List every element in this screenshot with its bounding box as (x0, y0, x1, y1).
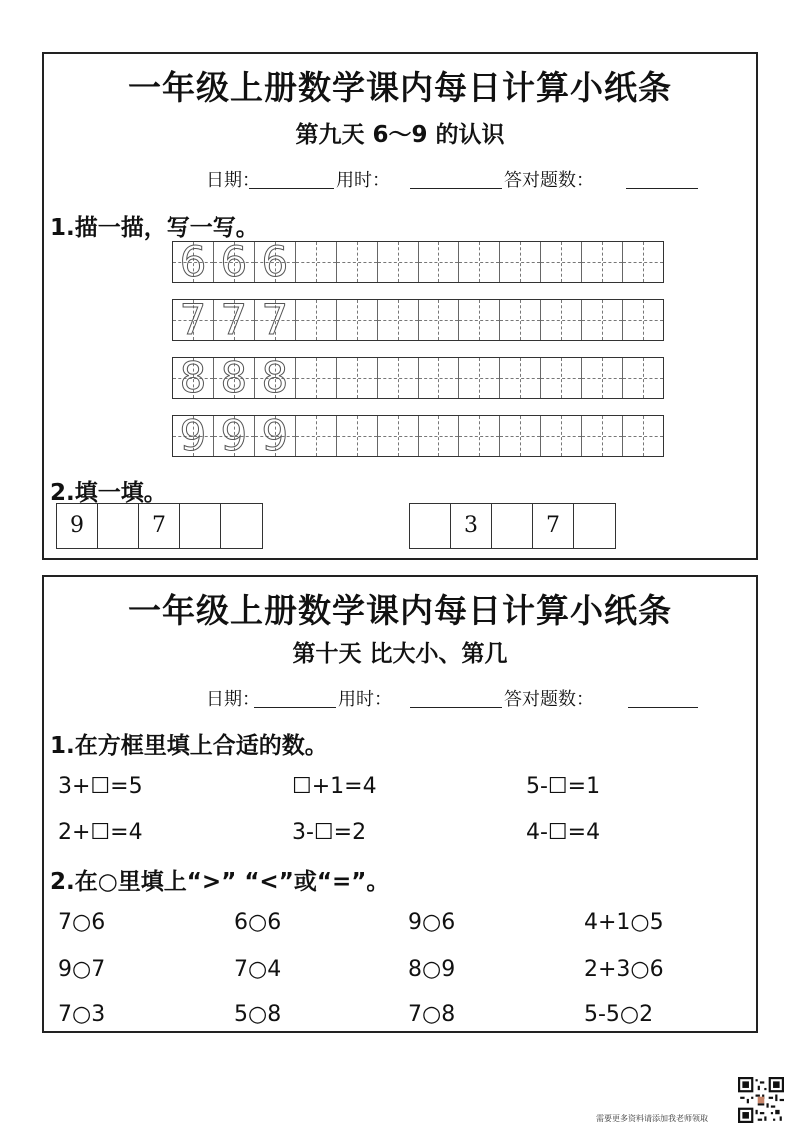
writing-cell[interactable] (378, 242, 419, 282)
compare-expression[interactable]: 2+3○6 (584, 957, 664, 982)
trace-digit: 8 (261, 353, 289, 402)
date-blank[interactable] (249, 188, 334, 189)
guide-line (419, 320, 459, 321)
writing-cell[interactable] (582, 416, 623, 456)
guide-line (378, 378, 418, 379)
guide-line (459, 320, 499, 321)
writing-cell[interactable] (255, 353, 296, 402)
sequence-box[interactable] (574, 504, 615, 548)
writing-cell[interactable] (296, 300, 337, 340)
writing-cell[interactable] (296, 358, 337, 398)
date-label: 日期： (206, 170, 260, 191)
writing-cell[interactable] (337, 300, 378, 340)
trace-digit: 7 (261, 295, 289, 344)
guide-line (582, 436, 622, 437)
correct-count-label: 答对题数： (504, 689, 594, 710)
writing-cell[interactable] (378, 300, 419, 340)
guide-line (582, 320, 622, 321)
writing-cell[interactable] (419, 242, 460, 282)
guide-line (337, 436, 377, 437)
daily-slip-day10 (42, 575, 758, 1033)
sequence-box[interactable]: 3 (451, 504, 492, 548)
guide-line (419, 436, 459, 437)
guide-line (337, 378, 377, 379)
writing-cell[interactable] (296, 242, 337, 282)
time-blank[interactable] (410, 707, 502, 708)
trace-digit: 8 (179, 353, 207, 402)
writing-cell[interactable] (582, 300, 623, 340)
fill-expression[interactable]: 3+☐=5 (58, 774, 143, 799)
writing-cell[interactable] (541, 242, 582, 282)
trace-digit: 9 (179, 411, 207, 460)
guide-line (541, 378, 581, 379)
guide-line (500, 436, 540, 437)
trace-digit: 6 (220, 237, 248, 286)
writing-cell[interactable] (623, 242, 663, 282)
writing-cell[interactable] (173, 237, 214, 286)
compare-expression[interactable]: 5○8 (234, 1002, 282, 1027)
guide-line (378, 320, 418, 321)
writing-cell[interactable] (214, 237, 255, 286)
writing-cell[interactable] (623, 416, 663, 456)
sequence-box[interactable]: 9 (57, 504, 98, 548)
guide-line (419, 262, 459, 263)
writing-cell[interactable] (255, 411, 296, 460)
writing-cell[interactable] (378, 416, 419, 456)
writing-cell[interactable] (337, 242, 378, 282)
section-trace-write: 1.描一描，写一写。 (50, 215, 259, 241)
trace-digit: 8 (220, 353, 248, 402)
writing-cell[interactable] (623, 300, 663, 340)
sequence-box[interactable]: 7 (533, 504, 574, 548)
writing-cell[interactable] (296, 416, 337, 456)
compare-expression[interactable]: 6○6 (234, 910, 282, 935)
writing-cell[interactable] (378, 358, 419, 398)
compare-expression[interactable]: 7○3 (58, 1002, 106, 1027)
time-label: 用时： (336, 170, 390, 191)
writing-cell[interactable] (459, 358, 500, 398)
guide-line (623, 436, 663, 437)
guide-line (623, 320, 663, 321)
sequence-box[interactable] (180, 504, 221, 548)
writing-cell[interactable] (173, 411, 214, 460)
guide-line (623, 378, 663, 379)
writing-cell[interactable] (173, 353, 214, 402)
correct-count-blank[interactable] (628, 707, 698, 708)
writing-cell[interactable] (255, 295, 296, 344)
sequence-left (56, 503, 263, 549)
writing-cell[interactable] (337, 358, 378, 398)
footer-note: 需要更多资料请添加我老师领取 (596, 1114, 708, 1123)
slip-subtitle: 第九天 6～9 的认识 (295, 122, 505, 148)
sequence-right (409, 503, 616, 549)
time-label: 用时： (338, 689, 392, 710)
guide-line (459, 436, 499, 437)
section-compare: 2.在○里填上“>” “<”或“=”。 (50, 869, 390, 895)
compare-expression[interactable]: 7○6 (58, 910, 106, 935)
fill-expression[interactable]: 4-☐=4 (526, 820, 601, 845)
writing-cell[interactable] (582, 358, 623, 398)
writing-cell[interactable] (623, 358, 663, 398)
guide-line (500, 262, 540, 263)
writing-cell[interactable] (500, 358, 541, 398)
writing-cell[interactable] (419, 416, 460, 456)
date-label: 日期： (206, 689, 260, 710)
compare-expression[interactable]: 9○6 (408, 910, 456, 935)
trace-row (172, 295, 664, 344)
fill-expression[interactable]: 3-☐=2 (292, 820, 367, 845)
compare-expression[interactable]: 4+1○5 (584, 910, 664, 935)
time-blank[interactable] (410, 188, 502, 189)
slip-title: 一年级上册数学课内每日计算小纸条 (128, 68, 672, 107)
trace-digit: 6 (179, 237, 207, 286)
trace-digit: 9 (261, 411, 289, 460)
guide-line (541, 320, 581, 321)
guide-line (296, 262, 336, 263)
guide-line (337, 320, 377, 321)
guide-line (296, 320, 336, 321)
writing-cell[interactable] (337, 416, 378, 456)
sequence-box[interactable]: 7 (139, 504, 180, 548)
guide-line (541, 262, 581, 263)
writing-cell[interactable] (500, 242, 541, 282)
writing-cell[interactable] (214, 295, 255, 344)
sequence-box[interactable] (221, 504, 262, 548)
guide-line (582, 262, 622, 263)
writing-cell[interactable] (419, 358, 460, 398)
slip-title: 一年级上册数学课内每日计算小纸条 (128, 591, 672, 630)
guide-line (378, 436, 418, 437)
writing-cell[interactable] (214, 353, 255, 402)
writing-cell[interactable] (541, 416, 582, 456)
writing-cell[interactable] (255, 237, 296, 286)
guide-line (459, 378, 499, 379)
correct-count-blank[interactable] (626, 188, 698, 189)
compare-expression[interactable]: 5-5○2 (584, 1002, 654, 1027)
trace-row (172, 237, 664, 286)
guide-line (378, 262, 418, 263)
date-blank[interactable] (254, 707, 336, 708)
writing-cell[interactable] (541, 358, 582, 398)
section-fill-box: 1.在方框里填上合适的数。 (50, 733, 328, 759)
trace-digit: 7 (220, 295, 248, 344)
sequence-box[interactable] (98, 504, 139, 548)
writing-cell[interactable] (419, 300, 460, 340)
qr-code-icon (738, 1077, 784, 1123)
daily-slip-day9 (42, 52, 758, 560)
sequence-box[interactable] (410, 504, 451, 548)
writing-cell[interactable] (500, 300, 541, 340)
guide-line (419, 378, 459, 379)
fill-expression[interactable]: ☐+1=4 (292, 774, 377, 799)
sequence-box[interactable] (492, 504, 533, 548)
fill-expression[interactable]: 5-☐=1 (526, 774, 601, 799)
writing-cell[interactable] (214, 411, 255, 460)
trace-digit: 6 (261, 237, 289, 286)
trace-digit: 7 (179, 295, 207, 344)
guide-line (337, 262, 377, 263)
guide-line (623, 262, 663, 263)
guide-line (541, 436, 581, 437)
compare-expression[interactable]: 7○8 (408, 1002, 456, 1027)
section-fill-sequence: 2.填一填。 (50, 480, 167, 506)
trace-row (172, 411, 664, 460)
writing-cell[interactable] (173, 295, 214, 344)
writing-cell[interactable] (500, 416, 541, 456)
guide-line (296, 436, 336, 437)
guide-line (500, 378, 540, 379)
writing-cell[interactable] (459, 300, 500, 340)
correct-count-label: 答对题数： (504, 170, 594, 191)
writing-cell[interactable] (541, 300, 582, 340)
fill-expression[interactable]: 2+☐=4 (58, 820, 143, 845)
writing-cell[interactable] (459, 416, 500, 456)
guide-line (296, 378, 336, 379)
guide-line (582, 378, 622, 379)
writing-cell[interactable] (459, 242, 500, 282)
slip-subtitle: 第十天 比大小、第几 (292, 641, 508, 667)
guide-line (500, 320, 540, 321)
compare-expression[interactable]: 9○7 (58, 957, 106, 982)
compare-expression[interactable]: 8○9 (408, 957, 456, 982)
trace-digit: 9 (220, 411, 248, 460)
trace-row (172, 353, 664, 402)
writing-cell[interactable] (582, 242, 623, 282)
compare-expression[interactable]: 7○4 (234, 957, 282, 982)
guide-line (459, 262, 499, 263)
